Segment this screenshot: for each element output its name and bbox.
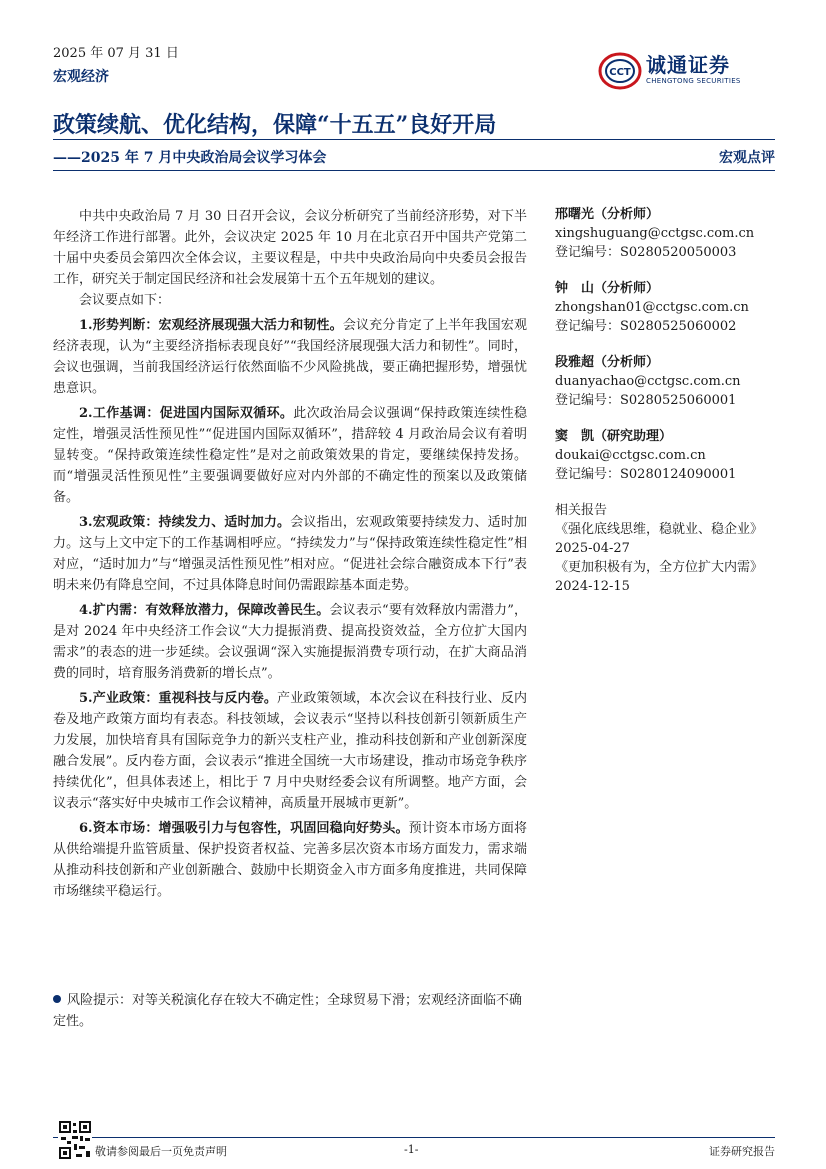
report-title: 政策续航、优化结构，保障“十五五”良好开局 [53,112,497,138]
report-category: 宏观经济 [53,69,109,85]
analyst-card [555,427,780,484]
point-heading: 3.宏观政策：持续发力、适时加力。 [79,515,291,530]
point-text: 会议充分肯定了上半年我国宏观经济表现，认为“主要经济指标表现良好”“我国经济展现强大活力和韧性”。同时，会议也强调，当前我国经济运行依然面临不少风险挑战，要正确把握形势，增强忧患意识。 [53,318,527,396]
analyst-registration: 登记编号：S0280525060001 [555,393,737,408]
svg-text:CCT: CCT [609,67,631,78]
analyst-name: 窦 凯（研究助理） [555,429,673,444]
report-date: 2025 年 07 月 31 日 [53,46,179,61]
point-heading: 5.产业政策：重视科技与反内卷。 [79,691,278,706]
footer-label: 证券研究报告 [709,1145,775,1158]
bullet-icon [53,995,61,1003]
point-3 [53,512,527,596]
point-heading: 1.形势判断：宏观经济展现强大活力和韧性。 [79,318,343,333]
analyst-name: 邢曙光（分析师） [555,207,660,222]
analyst-name: 段雅超（分析师） [555,355,660,370]
qr-code-icon [58,1118,92,1162]
analyst-registration: 登记编号：S0280525060002 [555,319,737,334]
analyst-email[interactable]: doukai@cctgsc.com.cn [555,448,706,463]
analyst-registration: 登记编号：S0280124090001 [555,467,737,482]
related-report-title[interactable]: 《强化底线思维，稳就业、稳企业》 [555,522,764,537]
analyst-email[interactable]: zhongshan01@cctgsc.com.cn [555,300,749,315]
point-1 [53,315,527,399]
point-text: 预计资本市场方面将从供给端提升监管质量、保护投资者权益、完善多层次资本市场方面发力，需求端从推动科技创新和产业创新融合、鼓励中长期资金入市方面多角度推进，共同保障市场继续平稳运行。 [53,821,527,899]
related-report-date: 2025-04-27 [555,541,630,556]
risk-text: 风险提示：对等关税演化存在较大不确定性；全球贸易下滑；宏观经济面临不确定性。 [53,993,523,1029]
analyst-name: 钟 山（分析师） [555,281,660,296]
point-text: 会议指出，宏观政策要持续发力、适时加力。这与上文中定下的工作基调相呼应。“持续发力”与“保持政策连续性稳定性”相对应，“适时加力”与“增强灵活性预见性”相对应。“促进社会综合融资成本下行”表明未来仍有降息空间，不过具体降息时间仍需跟踪基本面走势。 [53,515,527,593]
point-text: 此次政治局会议强调“保持政策连续性稳定性，增强灵活性预见性”“促进国内国际双循环”，措辞较 4 月政治局会议有着明显转变。“保持政策连续性稳定性”是对之前政策效果的肯定，要继续保持发扬。而“增强灵活性预见性”主要强调要做好应对内外部的不确定性的预案以及政策储备。 [53,406,527,505]
point-text: 会议表示“要有效释放内需潜力”，是对 2024 年中央经济工作会议“大力提振消费、提高投资效益，全方位扩大国内需求”的表态的进一步延续。会议强调“深入实施提振消费专项行动，在扩大商品消费的同时，培育服务消费新的增长点”。 [53,603,527,681]
intro-paragraph: 中共中央政治局 7 月 30 日召开会议，会议分析研究了当前经济形势，对下半年经济工作进行部署。此外，会议决定 2025 年 10 月在北京召开中国共产党第二十届中央委员会第四次全体会议，主要议程是，中共中央政治局向中央委员会报告工作，研究关于制定国民经济和社会发展第十五个五年规划的建议。 [53,209,527,287]
document-type: 宏观点评 [719,150,775,166]
footer-divider [53,1137,775,1138]
company-logo [598,47,778,95]
logo-text: 诚通证券 [646,53,730,77]
related-reports-heading: 相关报告 [555,503,608,518]
related-report-title[interactable]: 《更加积极有为，全方位扩大内需》 [555,560,764,575]
page-number: -1- [404,1143,419,1156]
point-5 [53,688,527,814]
point-heading: 4.扩内需：有效释放潜力，保障改善民生。 [79,603,330,618]
analyst-email[interactable]: duanyachao@cctgsc.com.cn [555,374,741,389]
related-report-date: 2024-12-15 [555,579,630,594]
analyst-email[interactable]: xingshuguang@cctgsc.com.cn [555,226,755,241]
points-lead: 会议要点如下： [79,293,171,308]
report-subtitle: ——2025 年 7 月中央政治局会议学习体会 [53,150,327,166]
risk-warning [53,990,527,1032]
point-2 [53,403,527,508]
point-6 [53,818,527,902]
analyst-card [555,205,780,262]
disclaimer-link[interactable]: 敬请参阅最后一页免责声明 [95,1145,227,1158]
logo-subtext: CHENGTONG SECURITIES [646,77,741,85]
cct-logo-icon [598,49,642,93]
title-divider [53,139,775,140]
report-body [53,206,527,902]
analyst-registration: 登记编号：S0280520050003 [555,245,737,260]
point-heading: 2.工作基调：促进国内国际双循环。 [79,406,294,421]
point-4 [53,600,527,684]
point-heading: 6.资本市场：增强吸引力与包容性，巩固回稳向好势头。 [79,821,409,836]
header-divider [53,170,775,171]
point-text: 产业政策领域，本次会议在科技行业、反内卷及地产政策方面均有表态。科技领域，会议表示“坚持以科技创新引领新质生产力发展，加快培育具有国际竞争力的新兴支柱产业，推动科技创新和产业创新深度融合发展”。反内卷方面，会议表示“推进全国统一大市场建设，推动市场竞争秩序持续优化”，但具体表述上，相比于 7 月中央财经委会议有所调整。地产方面，会议表示“落实好中央城市工作会议精神，高质量开展城市更新”。 [53,691,527,811]
analyst-card [555,279,780,336]
sidebar [555,205,780,596]
analyst-card [555,353,780,410]
